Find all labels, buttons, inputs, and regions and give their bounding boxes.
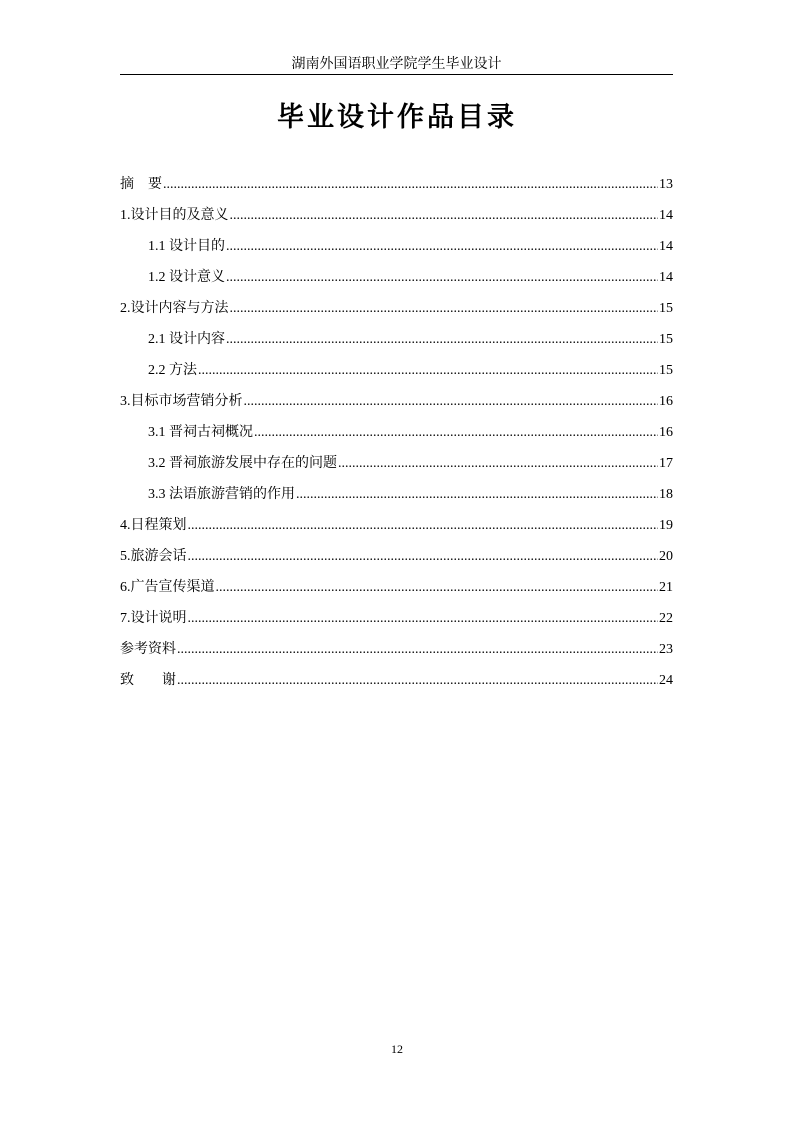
toc-entry-title: 2.1 设计内容 — [148, 332, 225, 347]
toc-entry[interactable] — [120, 390, 673, 421]
toc-entry-title: 摘 要 — [120, 177, 162, 192]
toc-entry-title: 3.3 法语旅游营销的作用 — [148, 487, 295, 502]
toc-entry-title: 致 谢 — [120, 673, 176, 688]
toc-entry[interactable] — [120, 607, 673, 638]
toc-entry-title: 2.设计内容与方法 — [120, 301, 229, 316]
toc-entry-title: 1.设计目的及意义 — [120, 208, 229, 223]
toc-entry-page: 22 — [659, 611, 673, 626]
toc-entry[interactable] — [120, 297, 673, 328]
page-title: 毕业设计作品目录 — [277, 102, 517, 133]
toc-entry[interactable] — [120, 173, 673, 204]
toc-dot-leader — [230, 297, 659, 321]
page-header: 湖南外国语职业学院学生毕业设计 — [291, 57, 502, 72]
toc-entry-page: 18 — [659, 487, 673, 502]
toc-entry-title: 5.旅游会话 — [120, 549, 187, 564]
toc-entry[interactable] — [120, 421, 673, 452]
toc-entry-page: 23 — [659, 642, 673, 657]
toc-dot-leader — [177, 669, 658, 693]
toc-entry[interactable] — [120, 328, 673, 359]
toc-entry-title: 6.广告宣传渠道 — [120, 580, 215, 595]
toc-entry-title: 1.1 设计目的 — [148, 239, 225, 254]
toc-entry-page: 21 — [659, 580, 673, 595]
toc-entry[interactable] — [120, 576, 673, 607]
toc-dot-leader — [216, 576, 659, 600]
toc-entry-page: 15 — [659, 301, 673, 316]
toc-entry[interactable] — [120, 235, 673, 266]
toc-entry[interactable] — [120, 452, 673, 483]
toc-entry-title: 7.设计说明 — [120, 611, 187, 626]
toc-entry[interactable] — [120, 204, 673, 235]
toc-entry-page: 15 — [659, 332, 673, 347]
toc-dot-leader — [226, 235, 658, 259]
toc-dot-leader — [226, 266, 658, 290]
toc-entry-title: 参考资料 — [120, 642, 176, 657]
toc-entry-page: 20 — [659, 549, 673, 564]
toc-dot-leader — [230, 204, 659, 228]
toc-dot-leader — [188, 545, 659, 569]
page-number: 12 — [391, 1042, 403, 1056]
toc-entry[interactable] — [120, 359, 673, 390]
toc-entry[interactable] — [120, 483, 673, 514]
toc-entry-title: 3.2 晋祠旅游发展中存在的问题 — [148, 456, 337, 471]
toc-entry-page: 16 — [659, 394, 673, 409]
toc-entry-page: 14 — [659, 208, 673, 223]
toc-dot-leader — [177, 638, 658, 662]
toc-entry-page: 14 — [659, 270, 673, 285]
toc-entry-page: 15 — [659, 363, 673, 378]
toc-dot-leader — [188, 514, 659, 538]
toc-dot-leader — [254, 421, 658, 445]
toc-entry-title: 4.日程策划 — [120, 518, 187, 533]
toc-entry-page: 16 — [659, 425, 673, 440]
toc-entry-title: 3.1 晋祠古祠概况 — [148, 425, 253, 440]
toc-entry-title: 2.2 方法 — [148, 363, 197, 378]
toc-dot-leader — [338, 452, 658, 476]
toc-entry-page: 19 — [659, 518, 673, 533]
toc-entry[interactable] — [120, 669, 673, 700]
toc-entry-page: 13 — [659, 177, 673, 192]
toc-entry[interactable] — [120, 638, 673, 669]
toc-entry-title: 3.目标市场营销分析 — [120, 394, 243, 409]
table-of-contents — [120, 173, 673, 700]
toc-dot-leader — [188, 607, 659, 631]
toc-dot-leader — [296, 483, 658, 507]
header-divider — [120, 74, 673, 75]
toc-entry-page: 24 — [659, 673, 673, 688]
toc-entry[interactable] — [120, 514, 673, 545]
toc-entry-page: 17 — [659, 456, 673, 471]
toc-dot-leader — [244, 390, 659, 414]
toc-entry[interactable] — [120, 266, 673, 297]
toc-dot-leader — [163, 173, 658, 197]
toc-entry[interactable] — [120, 545, 673, 576]
toc-entry-page: 14 — [659, 239, 673, 254]
toc-dot-leader — [198, 359, 658, 383]
toc-entry-title: 1.2 设计意义 — [148, 270, 225, 285]
toc-dot-leader — [226, 328, 658, 352]
